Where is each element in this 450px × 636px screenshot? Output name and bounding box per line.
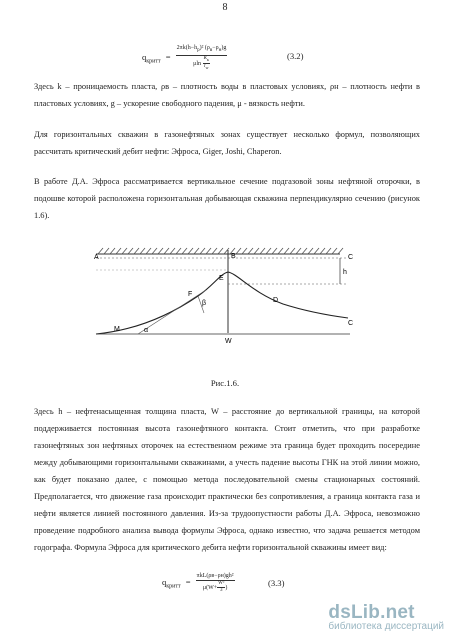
hatch-mark — [104, 248, 109, 254]
tangent-line — [138, 290, 206, 334]
hatch-mark — [98, 248, 103, 254]
hatch-mark — [266, 248, 271, 254]
hatch-mark — [302, 248, 307, 254]
hatch-mark — [242, 248, 247, 254]
hatch-mark — [116, 248, 121, 254]
hatch-mark — [194, 248, 199, 254]
formula2-lhs: $q_{критт}$ — [162, 576, 181, 590]
label-B: B — [231, 253, 236, 260]
hatch-mark — [218, 248, 223, 254]
formula-lhs: $q_{критт}$ — [142, 51, 161, 65]
paragraph-efros-description: Здесь h – нефтенасыщенная толщина пласта, W – расстояние до вертикальной границы, на которой поддерживается постоянная высота газонефтяного контакта. Стоит отметить, что при разработке газонефтяных зон нефтяных оторочек на естественном режиме эта граница будет проходить посередине между добывающими горизонтальными скважинами, а учесть падение высоты ГНК на этой линии можно, как будет показано далее, с помощью метода последовательной смены стационарных состояний. Предполагается, что движение газа происходит практически без сопротивления, а граница контакта газа и нефти является линией постоянного давления. Из-за трудоопустности работы Д.А. Эфроса, невозможно проведение подробного анализа вывода формулы Эфроса, однако известно, что задача решается методом годографа. Формула Эфроса для критического дебита нефти горизонтальной скважины имеет вид: — [34, 407, 420, 552]
hatch-mark — [260, 248, 265, 254]
label-A: A — [94, 254, 99, 261]
hatch-mark — [326, 248, 331, 254]
hatch-mark — [158, 248, 163, 254]
label-C-bottom: C — [348, 320, 354, 327]
page-number: 8 — [222, 2, 228, 13]
hatch-mark — [164, 248, 169, 254]
label-D: D — [273, 297, 279, 304]
formula-3-3: $q_{критт}$ = πkL(ρв−ρн)gh² μ(W+ $\frac{\text{W²}}{3}$ ) — [162, 573, 234, 593]
hatch-mark — [320, 248, 325, 254]
hatch-mark — [308, 248, 313, 254]
hatch-mark — [188, 248, 193, 254]
watermark — [328, 602, 444, 632]
hatch-mark — [206, 248, 211, 254]
hatch-mark — [212, 248, 217, 254]
paragraph-definitions: Здесь k – проницаемость пласта, ρв – плотность воды в пластовых условиях, ρн – плотность нефти в пластовых условиях, g – ускорение свободного падения, μ - вязкость нефти. — [34, 82, 420, 108]
hatch-mark — [314, 248, 319, 254]
equation-number-3-3: (3.3) — [268, 578, 285, 588]
hatch-mark — [134, 248, 139, 254]
hatch-mark — [236, 248, 241, 254]
paragraph-efros-intro: В работе Д.А. Эфроса рассматривается вертикальное сечение подгазовой зоны нефтяной оторочки, в подошве которой расположена горизонтальная добывающая скважина перпендикулярно сечению (рисунок 1.6). — [34, 177, 420, 220]
formula-fraction: $2\pi k(h-h_p)^2$ $(\rho_в-\rho_н)g$ μln $\frac{R_к}{r_w}$ — [176, 45, 227, 71]
hatch-mark — [170, 248, 175, 254]
hatch-mark — [182, 248, 187, 254]
hatch-mark — [248, 248, 253, 254]
figure-1-6 — [78, 238, 378, 348]
hatch-mark — [122, 248, 127, 254]
hatch-mark — [254, 248, 259, 254]
hatch-mark — [290, 248, 295, 254]
label-h: h — [343, 269, 347, 276]
hatch-mark — [332, 248, 337, 254]
label-alpha: α — [144, 327, 149, 334]
hatch-mark — [296, 248, 301, 254]
hatch-mark — [272, 248, 277, 254]
hatch-mark — [140, 248, 145, 254]
hatch-marks — [98, 248, 343, 254]
paragraph-formulas-list: Для горизонтальных скважин в газонефтяных зонах существует несколько формул, позволяющих рассчитать критический дебит нефти: Эфроса, Giger, Joshi, Chaperon. — [34, 130, 420, 156]
label-M: M — [114, 326, 120, 333]
hatch-mark — [110, 248, 115, 254]
watermark-brand: dsLib.net — [328, 602, 415, 623]
hatch-mark — [176, 248, 181, 254]
hatch-mark — [200, 248, 205, 254]
equation-number-3-2: (3.2) — [287, 51, 304, 61]
formula-3-2: $q_{критт}$ = $2\pi k(h-h_p)^2$ $(\rho_в-\rho_н)g$ μln $\frac{R_к}{r_w}$ — [142, 45, 227, 71]
figure-caption: Рис.1.6. — [210, 378, 240, 388]
label-E: E — [219, 275, 224, 282]
formula2-fraction: πkL(ρв−ρн)gh² μ(W+ $\frac{\text{W²}}{3}$ ) — [196, 573, 234, 593]
hatch-mark — [146, 248, 151, 254]
hatch-mark — [338, 248, 343, 254]
hatch-mark — [128, 248, 133, 254]
hatch-mark — [284, 248, 289, 254]
hatch-mark — [278, 248, 283, 254]
label-W: W — [225, 338, 232, 345]
label-F: F — [188, 291, 193, 298]
label-C-top: C — [348, 254, 354, 261]
watermark-tagline: библиотека диссертаций — [328, 621, 444, 632]
hatch-mark — [152, 248, 157, 254]
label-beta: β — [202, 300, 207, 307]
